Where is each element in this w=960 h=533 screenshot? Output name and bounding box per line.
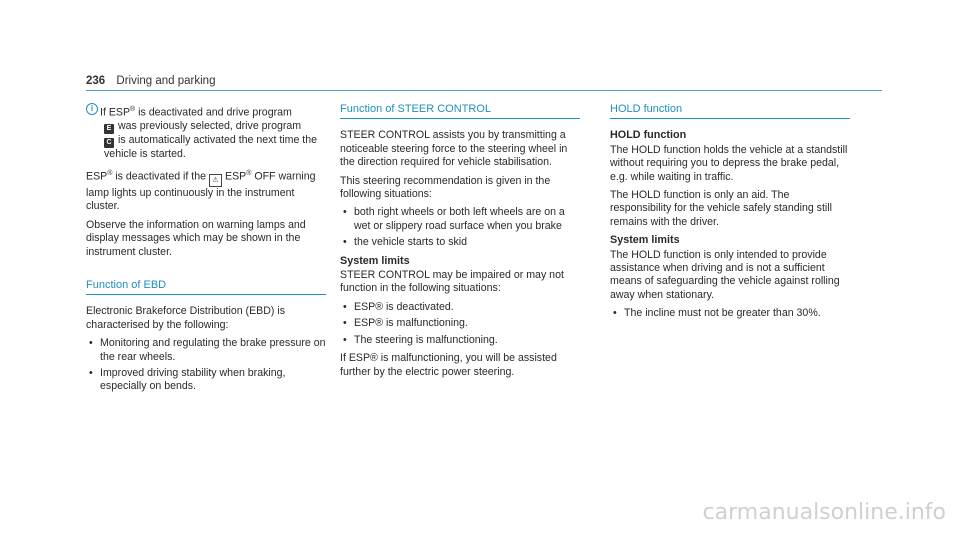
column-1 [86, 103, 326, 399]
hold-p2: The HOLD function is only an aid. The responsibility for the vehicle safely standing still remains with the driver. [610, 189, 832, 228]
header-rule [86, 90, 882, 91]
ebd-section-title: Function of EBD [86, 279, 326, 295]
esp-off-paragraph: ESP® is deactivated if the ⚠ ESP® OFF warning lamp lights up continuously in the instrument cluster. [86, 170, 316, 213]
steer-situations-list [340, 206, 580, 249]
info-line2: was previously selected, drive program [118, 119, 302, 132]
column-2 [340, 103, 580, 384]
hold-limits-list [610, 307, 850, 320]
chapter-title: Driving and parking [116, 75, 216, 87]
list-item: • both right wheels or both left wheels are on a wet or slippery road surface when you brake [340, 206, 580, 233]
page-header [86, 75, 215, 87]
drive-program-c-icon: C [104, 138, 114, 148]
list-item: • The incline must not be greater than 30%. [610, 307, 850, 320]
list-item: • Improved driving stability when braking, especially on bends. [86, 367, 326, 394]
info-note: i If ESP® is deactivated and drive program E was previously selected, drive program C is automatically activated the next time the vehicle is started. [86, 103, 326, 161]
steer-p3: STEER CONTROL may be impaired or may not function in the following situations: [340, 269, 564, 295]
watermark: carmanualsonline.info [702, 500, 946, 525]
info-circle-icon: i [86, 103, 98, 115]
list-item: • The steering is malfunctioning. [340, 334, 580, 347]
list-item: • Monitoring and regulating the brake pressure on the rear wheels. [86, 337, 326, 364]
page-number: 236 [86, 75, 106, 87]
steer-p1: STEER CONTROL assists you by transmitting a noticeable steering force to the steering wheel in the direction required for vehicle stabilisation. [340, 129, 568, 169]
hold-section-title: HOLD function [610, 103, 850, 119]
steer-control-section-title: Function of STEER CONTROL [340, 103, 580, 119]
list-item: • the vehicle starts to skid [340, 236, 580, 249]
steer-p2: This steering recommendation is given in the following situations: [340, 174, 551, 201]
steer-p4: If ESP® is malfunctioning, you will be assisted further by the electric power steering. [340, 352, 557, 378]
hold-p3: The HOLD function is only intended to provide assistance when driving and is not a sufficient means of safeguarding the vehicle against rolling away when stationary. [610, 248, 840, 301]
info-line1: is deactivated and drive program [135, 106, 292, 119]
steer-limits-list [340, 301, 580, 347]
info-line3: is automatically activated the next time the vehicle is started. [104, 133, 318, 160]
ebd-list [86, 337, 326, 394]
hold-limits-title: System limits [610, 234, 680, 247]
hold-p1: The HOLD function holds the vehicle at a standstill without requiring you to depress the brake pedal, e.g. while waiting in traffic. [610, 143, 848, 183]
observe-paragraph: Observe the information on warning lamps and display messages which may be shown in the instrument cluster. [86, 218, 306, 258]
column-3 [610, 103, 850, 326]
esp-off-warning-icon: ⚠ [209, 174, 222, 187]
list-item: • ESP® is malfunctioning. [340, 317, 580, 330]
list-item: • ESP® is deactivated. [340, 301, 580, 314]
steer-limits-title: System limits [340, 254, 410, 267]
hold-subtitle: HOLD function [610, 129, 687, 142]
drive-program-e-icon: E [104, 124, 114, 134]
ebd-intro: Electronic Brakeforce Distribution (EBD) is characterised by the following: [86, 305, 285, 331]
esp-text: If ESP [100, 106, 131, 119]
